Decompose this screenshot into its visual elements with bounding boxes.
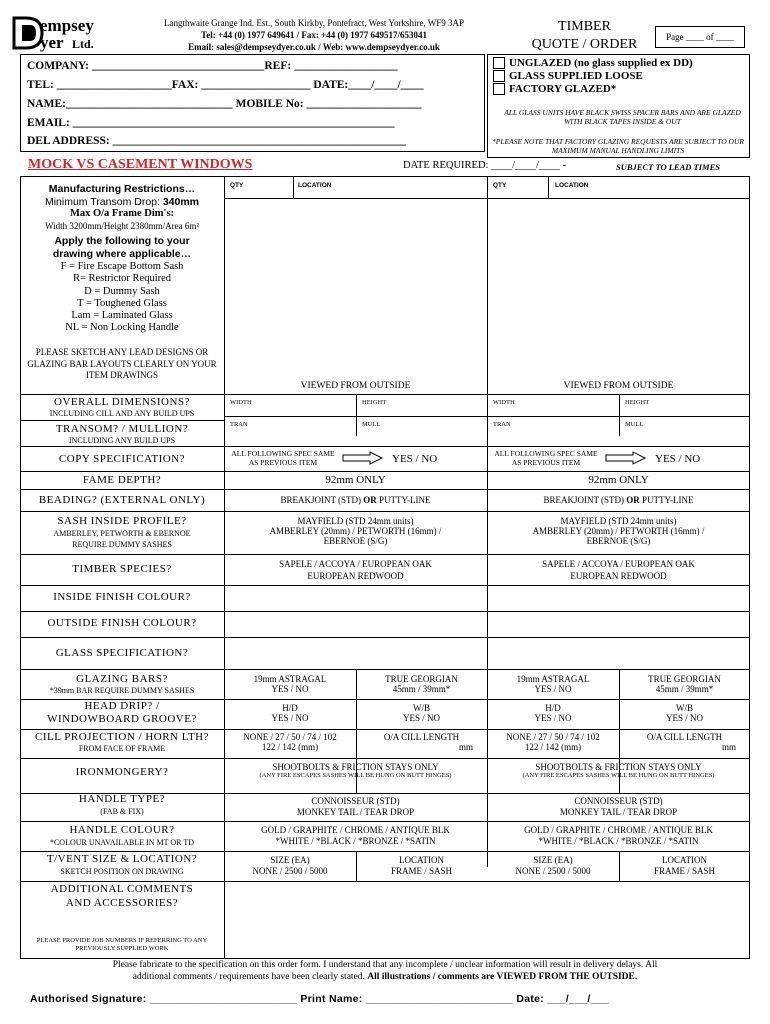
ironmongery-option[interactable] (487, 762, 750, 779)
species-options[interactable] (487, 558, 750, 582)
row-transom-sub: INCLUDING ANY BUILD UPS (68, 436, 176, 445)
row-head-drip: HEAD DRIP? / (84, 700, 160, 712)
statement-2b: All illustrations / comments are VIEWED FROM THE OUTSIDE. (367, 972, 638, 982)
profile-line-3: EBERNOE (S/G) (586, 536, 651, 546)
mull-label: MULL (625, 421, 644, 428)
form-title-line1: TIMBER (558, 19, 611, 34)
row-cill-sub: FROM FACE OF FRAME (78, 744, 166, 753)
wb-yes-no: YES / NO (402, 713, 440, 723)
date-required-field[interactable]: DATE REQUIRED: ____/____/____ - (403, 160, 567, 171)
size-line-1: SIZE (EA) (270, 855, 310, 865)
astragal-line-2: YES / NO (271, 684, 309, 694)
oa-cill-unit: mm (458, 742, 473, 752)
species-line-1: SAPELE / ACCOYA / EUROPEAN OAK (542, 559, 695, 569)
outside-finish-input[interactable] (488, 612, 749, 636)
colour-line-1: GOLD / GRAPHITE / CHROME / ANTIQUE BLK (261, 825, 450, 835)
row-copy-spec: COPY SPECIFICATION? (58, 453, 186, 465)
company-address: Langthwaite Grange Ind. Est., South Kirkby, Pontefract, West Yorkshire, WF9 3AP (163, 18, 465, 28)
handle-line-2: MONKEY TAIL / TEAR DROP (559, 807, 678, 817)
row-glazing-bars-sub: *39mm BAR REQUIRE DUMMY SASHES (49, 686, 195, 695)
colour-line-1: GOLD / GRAPHITE / CHROME / ANTIQUE BLK (524, 825, 713, 835)
code-dummy-sash: D = Dummy Sash (84, 285, 160, 297)
windowboard-option[interactable] (619, 703, 750, 723)
statement-2a: additional comments / requirements have been clearly stated. (132, 972, 365, 982)
iron-line-2: (ANY FIRE ESCAPES SASHES WILL BE HUNG ON BUTT HINGES) (522, 772, 715, 779)
factory-glazed-label: FACTORY GLAZED* (509, 83, 617, 95)
georgian-option[interactable] (619, 674, 750, 694)
qty-header-left: QTY (230, 182, 244, 189)
company-email: Email: sales@dempseydyer.co.uk / Web: www.dempseydyer.co.uk (188, 42, 440, 52)
row-handle-type: HANDLE TYPE? (78, 793, 166, 805)
loc-line-1: LOCATION (399, 855, 444, 865)
row-handle-colour: HANDLE COLOUR? (69, 824, 175, 836)
tel-fax-date-field[interactable]: TEL: ____________________FAX: ___________________ DATE:____/____/____ (27, 79, 424, 91)
section-title: MOCK VS CASEMENT WINDOWS (28, 157, 253, 172)
drawing-area-right[interactable] (488, 199, 750, 380)
loc-line-2: FRAME / SASH (390, 866, 453, 876)
beading-text: BREAKJOINT (STD) OR PUTTY-LINE (280, 495, 431, 505)
iron-line-1: SHOOTBOLTS & FRICTION STAYS ONLY (272, 762, 439, 772)
min-transom-drop: Minimum Transom Drop: 340mm (44, 196, 200, 208)
astragal-option[interactable] (487, 674, 619, 694)
row-sash-sub1: AMBERLEY, PETWORTH & EBERNOE (53, 529, 191, 538)
georgian-line-1: TRUE GEORGIAN (648, 674, 721, 684)
job-number-note: PLEASE PROVIDE JOB NUMBERS IF REFERRING TO ANY PREVIOUSLY SUPPLIED WORK (36, 937, 208, 952)
copy-yes-no[interactable]: YES / NO (392, 453, 438, 465)
code-restrictor: R= Restrictor Required (72, 273, 172, 285)
loc-line-2: FRAME / SASH (653, 866, 716, 876)
tran-label: TRAN (230, 421, 248, 428)
fame-depth-value: 92mm ONLY (588, 474, 649, 486)
restrictions-title: Manufacturing Restrictions… (48, 183, 196, 195)
tran-label: TRAN (493, 421, 511, 428)
cill-line-2: 122 / 142 (mm) (261, 742, 319, 752)
profile-line-3: EBERNOE (S/G) (323, 536, 388, 546)
profile-line-1: MAYFIELD (STD 24mm units) (297, 516, 414, 526)
logo-text-top: empsey (40, 16, 94, 35)
size-line-1: SIZE (EA) (533, 855, 573, 865)
width-label: WIDTH (230, 399, 252, 406)
name-mobile-field[interactable]: NAME:_____________________________ MOBILE No: ____________________ (27, 98, 422, 110)
form-title (512, 18, 657, 54)
form-title-line2: QUOTE / ORDER (531, 37, 638, 52)
spacer-bar-note: ALL GLASS UNITS HAVE BLACK SWISS SPACER BARS AND ARE GLAZED WITH BLACK TAPES INSIDE & OUT (504, 108, 741, 126)
wb-label: W/B (413, 703, 430, 713)
frame-dims-values: Width 3200mm/Height 2380mm/Area 6m² (44, 221, 200, 231)
hd-label: H/D (282, 703, 298, 713)
lead-times-note: SUBJECT TO LEAD TIMES (616, 162, 720, 172)
oa-cill-unit: mm (721, 742, 736, 752)
cill-line-2: 122 / 142 (mm) (524, 742, 582, 752)
outside-finish-input[interactable] (225, 612, 486, 636)
height-label: HEIGHT (625, 399, 650, 406)
row-windowboard: WINDOWBOARD GROOVE? (47, 713, 197, 725)
row-handle-colour-sub: *COLOUR UNAVAILABLE IN MT OR TD (49, 838, 195, 847)
viewed-from-outside-right: VIEWED FROM OUTSIDE (563, 381, 674, 391)
hd-yes-no: YES / NO (271, 713, 309, 723)
fame-depth-value: 92mm ONLY (325, 474, 386, 486)
row-timber-species: TIMBER SPECIES? (72, 563, 172, 575)
head-drip-option[interactable] (224, 703, 356, 723)
company-logo (12, 14, 122, 54)
sketch-note: PLEASE SKETCH ANY LEAD DESIGNS OR GLAZING BAR LAYOUTS CLEARLY ON YOUR ITEM DRAWINGS (27, 347, 217, 380)
code-toughened: T = Toughened Glass (77, 297, 167, 309)
oa-cill-label: O/A CILL LENGTH (646, 732, 723, 742)
fabricate-statement-1: Please fabricate to the specification on this order form. I understand that any incomplete / unclear information will result in delivery delays. All (112, 960, 658, 970)
delivery-address-field[interactable]: DEL ADDRESS: ___________________________________________________ (27, 135, 406, 147)
colour-line-2: *WHITE / *BLACK / *BRONZE / *SATIN (275, 836, 436, 846)
page-number-box[interactable]: Page ____ of ____ (655, 26, 745, 48)
row-ironmongery: IRONMONGERY? (75, 766, 169, 778)
species-line-2: EUROPEAN REDWOOD (307, 571, 404, 581)
fabricate-statement-2 (20, 972, 750, 982)
row-additional-1: ADDITIONAL COMMENTS (50, 883, 194, 895)
astragal-line-1: 19mm ASTRAGAL (516, 674, 590, 684)
code-fire-escape: F = Fire Escape Bottom Sash (60, 261, 184, 272)
row-sash-sub2: REQUIRE DUMMY SASHES (72, 540, 172, 549)
iron-line-1: SHOOTBOLTS & FRICTION STAYS ONLY (535, 762, 702, 772)
hd-label: H/D (545, 703, 561, 713)
tvent-size-option[interactable] (224, 855, 356, 877)
sash-profile-options[interactable] (487, 516, 750, 546)
row-overall-dimensions: OVERALL DIMENSIONS? (54, 396, 190, 408)
location-header-left: LOCATION (298, 182, 332, 189)
row-additional-2: AND ACCESSORIES? (65, 897, 179, 909)
copy-yes-no[interactable]: YES / NO (655, 453, 701, 465)
species-line-1: SAPELE / ACCOYA / EUROPEAN OAK (279, 559, 432, 569)
beading-text: BREAKJOINT (STD) OR PUTTY-LINE (543, 495, 694, 505)
profile-line-2: AMBERLEY (20mm) / PETWORTH (16mm) / (532, 526, 705, 536)
oa-cill-length[interactable] (356, 732, 487, 752)
additional-comments-area[interactable] (225, 882, 750, 958)
ironmongery-option[interactable] (224, 762, 487, 779)
copy-previous-label: ALL FOLLOWING SPEC SAME AS PREVIOUS ITEM (494, 449, 598, 467)
species-options[interactable] (224, 558, 487, 582)
tvent-location-option[interactable] (356, 855, 487, 877)
glass-spec-input[interactable] (488, 638, 749, 668)
handle-colour-option[interactable] (487, 825, 750, 847)
max-frame-dims: Max O/a Frame Dim's: (69, 208, 175, 219)
species-line-2: EUROPEAN REDWOOD (570, 571, 667, 581)
cill-projection-option[interactable] (224, 732, 356, 752)
code-laminated: Lam = Laminated Glass (71, 310, 173, 322)
head-drip-option[interactable] (487, 703, 619, 723)
location-header-right: LOCATION (555, 182, 589, 189)
astragal-option[interactable] (224, 674, 356, 694)
row-fame-depth: FAME DEPTH? (82, 474, 162, 486)
restriction-codes (20, 261, 224, 335)
tvent-size-option[interactable] (487, 855, 619, 877)
viewed-from-outside-left: VIEWED FROM OUTSIDE (300, 381, 411, 391)
handle-type-option[interactable] (487, 796, 750, 818)
row-transom-mullion: TRANSOM? / MULLION? (55, 423, 189, 435)
oa-cill-label: O/A CILL LENGTH (383, 732, 460, 742)
georgian-line-2: 45mm / 39mm* (392, 684, 451, 694)
row-tvent-sub: SKETCH POSITION ON DRAWING (60, 867, 184, 876)
copy-previous-label: ALL FOLLOWING SPEC SAME AS PREVIOUS ITEM (231, 449, 335, 467)
unglazed-option[interactable] (493, 57, 693, 69)
glass-loose-label: GLASS SUPPLIED LOOSE (509, 70, 643, 82)
georgian-line-2: 45mm / 39mm* (655, 684, 714, 694)
oa-cill-length[interactable] (619, 732, 750, 752)
size-line-2: NONE / 2500 / 5000 (515, 866, 591, 876)
beading-options[interactable] (224, 495, 487, 505)
email-field[interactable]: EMAIL: ________________________________________________________ (27, 117, 395, 129)
unglazed-label: UNGLAZED (no glass supplied ex DD) (509, 57, 693, 69)
hd-yes-no: YES / NO (534, 713, 572, 723)
handling-limits-note: *PLEASE NOTE THAT FACTORY GLAZING REQUESTS ARE SUBJECT TO OUR MAXIMUM MANUAL HANDLING LIMITS (492, 137, 744, 155)
row-sash-profile: SASH INSIDE PROFILE? (57, 515, 187, 527)
windowboard-option[interactable] (356, 703, 487, 723)
size-line-2: NONE / 2500 / 5000 (252, 866, 328, 876)
glass-loose-option[interactable] (493, 70, 643, 82)
astragal-line-1: 19mm ASTRAGAL (253, 674, 327, 684)
beading-options[interactable] (487, 495, 750, 505)
handle-colour-option[interactable] (224, 825, 487, 847)
cill-line-1: NONE / 27 / 50 / 74 / 102 (506, 732, 600, 742)
row-outside-finish: OUTSIDE FINISH COLOUR? (47, 617, 197, 629)
arrow-right-icon (605, 451, 647, 465)
astragal-line-2: YES / NO (534, 684, 572, 694)
arrow-right-icon (342, 451, 384, 465)
iron-line-2: (ANY FIRE ESCAPES SASHES WILL BE HUNG ON BUTT HINGES) (259, 772, 452, 779)
row-cill-projection: CILL PROJECTION / HORN LTH? (34, 731, 209, 743)
row-glazing-bars: GLAZING BARS? (76, 673, 168, 685)
inside-finish-input[interactable] (225, 586, 486, 610)
profile-line-1: MAYFIELD (STD 24mm units) (560, 516, 677, 526)
logo-text-bottom: yer (40, 33, 64, 52)
height-label: HEIGHT (362, 399, 387, 406)
glass-spec-input[interactable] (225, 638, 486, 668)
logo-ltd: Ltd. (72, 37, 94, 51)
sash-profile-options[interactable] (224, 516, 487, 546)
handle-line-2: MONKEY TAIL / TEAR DROP (296, 807, 415, 817)
width-label: WIDTH (493, 399, 515, 406)
georgian-option[interactable] (356, 674, 487, 694)
drawing-area-left[interactable] (225, 199, 487, 380)
glass-loose-checkbox[interactable] (493, 70, 505, 82)
row-beading: BEADING? (EXTERNAL ONLY) (38, 494, 206, 506)
unglazed-checkbox[interactable] (493, 57, 505, 69)
wb-label: W/B (676, 703, 693, 713)
handle-type-option[interactable] (224, 796, 487, 818)
wb-yes-no: YES / NO (665, 713, 703, 723)
signature-line[interactable]: Authorised Signature: ________________________ Print Name: ________________________ Date: ___/___/___ (30, 993, 610, 1005)
factory-glazed-checkbox[interactable] (493, 83, 505, 95)
company-field[interactable]: COMPANY: ______________________________REF: __________________ (27, 60, 398, 72)
tvent-location-option[interactable] (619, 855, 750, 877)
company-phone: Tel: +44 (0) 1977 649641 / Fax: +44 (0) 1977 649517/653041 (201, 30, 427, 40)
row-handle-type-sub: (FAB & FIX) (100, 807, 144, 816)
apply-instruction: Apply the following to your drawing where applicable… (52, 235, 192, 260)
row-tvent: T/VENT SIZE & LOCATION? (46, 853, 198, 865)
cill-line-1: NONE / 27 / 50 / 74 / 102 (243, 732, 337, 742)
code-non-locking: NL = Non Locking Handle (65, 322, 179, 334)
handle-line-1: CONNOISSEUR (STD) (311, 796, 400, 806)
qty-header-right: QTY (493, 182, 507, 189)
inside-finish-input[interactable] (488, 586, 749, 610)
loc-line-1: LOCATION (662, 855, 707, 865)
cill-projection-option[interactable] (487, 732, 619, 752)
row-overall-sub: INCLUDING CILL AND ANY BUILD UPS (49, 409, 195, 418)
row-glass-spec: GLASS SPECIFICATION? (55, 647, 189, 659)
colour-line-2: *WHITE / *BLACK / *BRONZE / *SATIN (538, 836, 699, 846)
mull-label: MULL (362, 421, 381, 428)
profile-line-2: AMBERLEY (20mm) / PETWORTH (16mm) / (269, 526, 442, 536)
georgian-line-1: TRUE GEORGIAN (385, 674, 458, 684)
factory-glazed-option[interactable] (493, 83, 616, 95)
row-inside-finish: INSIDE FINISH COLOUR? (53, 591, 191, 603)
handle-line-1: CONNOISSEUR (STD) (574, 796, 663, 806)
